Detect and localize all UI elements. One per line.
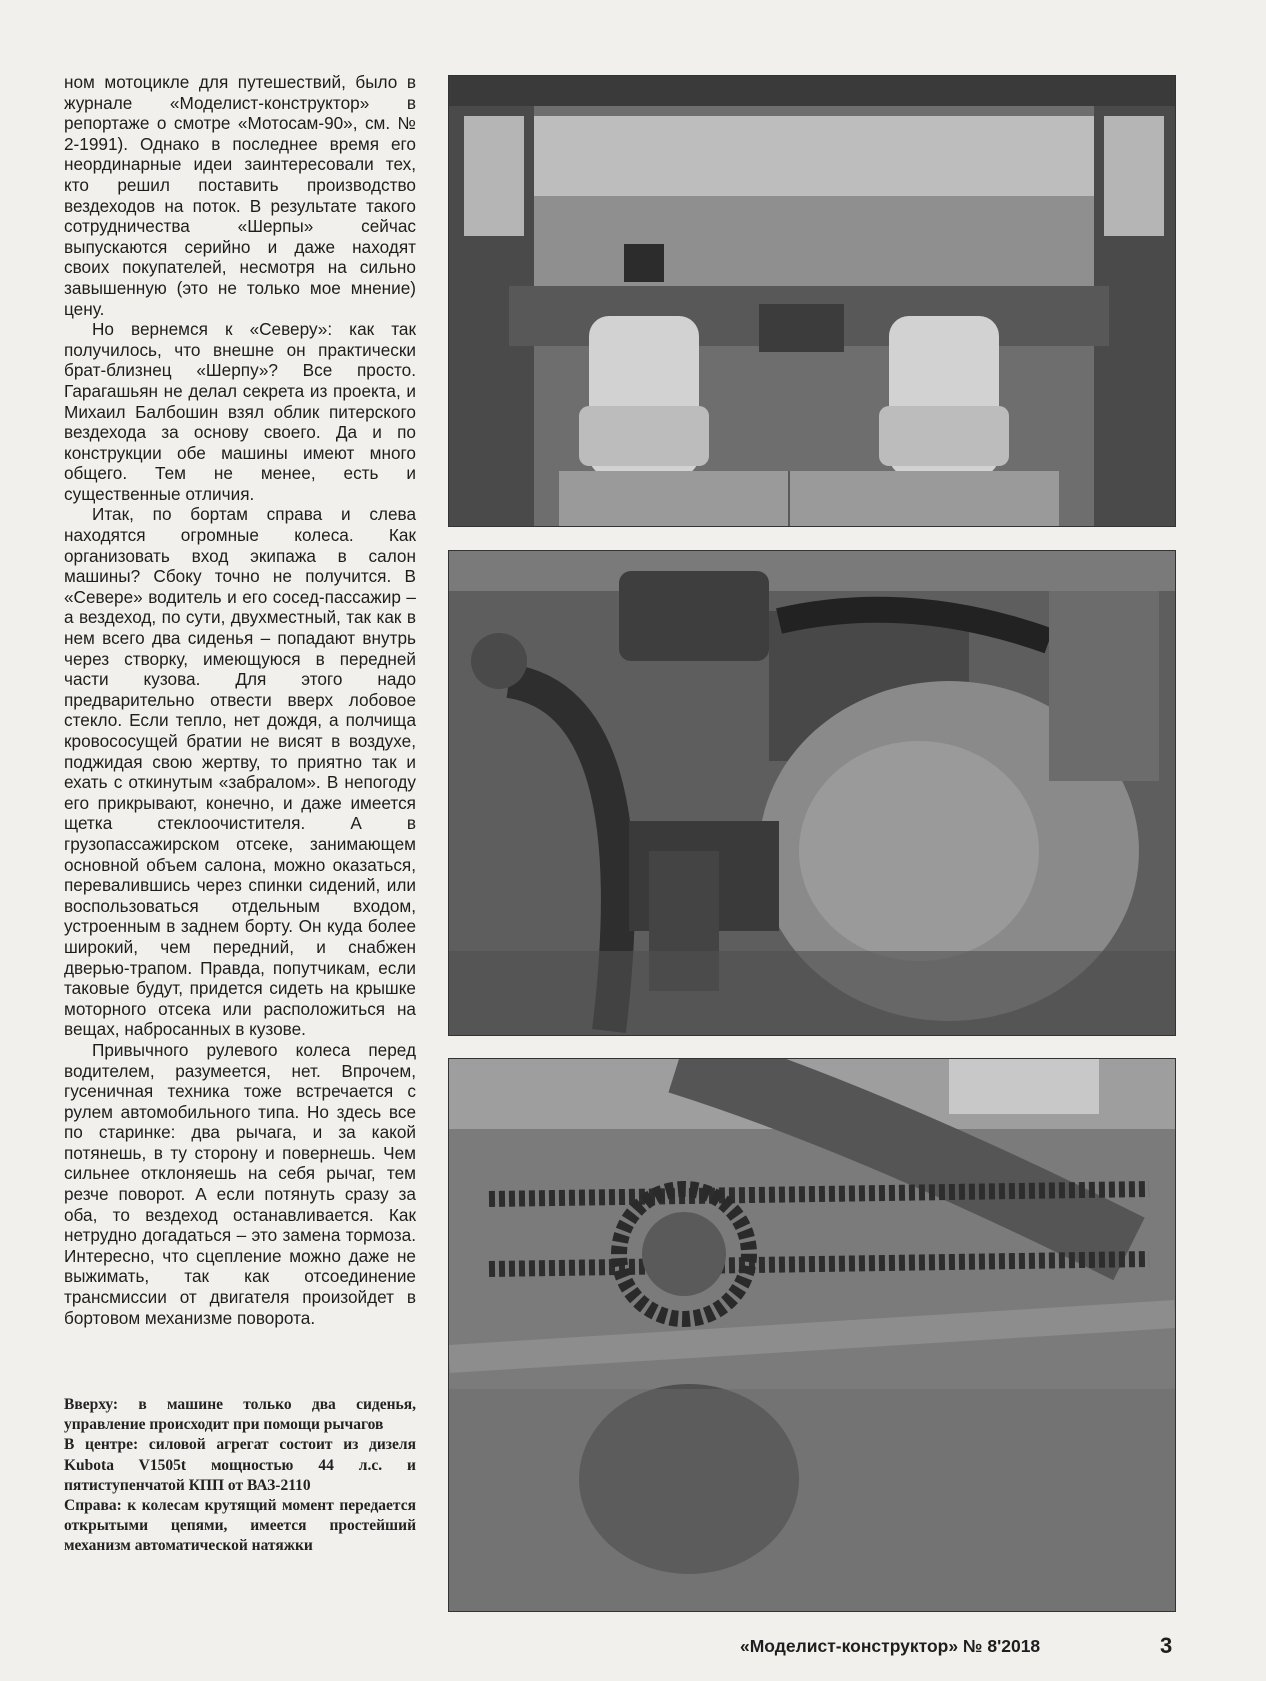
paragraph: Итак, по бортам справа и слева находятся огромные колеса. Как организовать вход экипажа в салон машины? Сбоку точно не получится. В «Севере» водитель и его сосед-пассажир – а вездеход, по сути, двухместный, так как в нем всего два сиденья – попадают внутрь через створку, имеющуюся в передней части кузова. Для этого надо предварительно отвести вверх лобовое стекло. Если тепло, нет дождя, а полчища кровососущей братии не висят в воздухе, поджидая свою жертву, то приятно так и ехать с откинутым «забралом». В непогоду его прикрывают, конечно, и даже имеется щетка стеклоочистителя. А в грузопассажирском отсеке, занимающем основной объем салона, можно оказаться, перевалившись через спинки сидений, или воспользоваться отдельным входом, устроенным в заднем борту. Он куда более широкий, чем передний, и снабжен дверью-трапом. Правда, попутчикам, если таковые будут, придется сидеть на крышке моторного отсека или расположиться на вещах, набросанных в кузове.	[64, 504, 416, 1040]
article-body	[64, 72, 416, 1328]
photo-cabin-interior	[448, 75, 1176, 527]
photo-drive-chains	[448, 1058, 1176, 1612]
magazine-footer: «Моделист-конструктор» № 8'2018	[740, 1636, 1041, 1656]
caption-center: В центре: силовой агрегат состоит из дизеля Kubota V1505t мощностью 44 л.с. и пятиступенчатой КПП от ВАЗ-2110	[64, 1436, 416, 1494]
paragraph: Привычного рулевого колеса перед водителем, разумеется, нет. Впрочем, гусеничная техника тоже встречается с рулем автомобильного типа. Но здесь все по старинке: два рычага, и за какой потянешь, в ту сторону и повернешь. Чем сильнее отклоняешь на себя рычаг, тем резче поворот. А если потянуть сразу за оба, то вездеход останавливается. Как нетрудно догадаться – это замена тормоза. Интересно, что сцепление можно даже не выжимать, так как отсоединение трансмиссии от двигателя произойдет в бортовом механизме поворота.	[64, 1039, 416, 1328]
caption-top: Вверху: в машине только два сиденья, управление происходит при помощи рычагов	[64, 1396, 416, 1434]
paragraph: Но вернемся к «Северу»: как так получилось, что внешне он практически брат-близнец «Шерпу»? Все просто. Гарагашьян не делал секрета из проекта, и Михаил Балбошин взял облик питерского вездехода за основу своего. Да и по конструкции обе машины имеют много общего. Тем не менее, есть и существенные отличия.	[64, 319, 416, 504]
photo-engine-bay	[448, 550, 1176, 1036]
photo-captions	[64, 1395, 416, 1557]
caption-right: Справа: к колесам крутящий момент передается открытыми цепями, имеется простейший механизм автоматической натяжки	[64, 1497, 416, 1555]
paragraph: ном мотоцикле для путешествий, было в журнале «Моделист-конструктор» в репортаже о смотре «Мотосам-90», см. № 2-1991). Однако в последнее время его неординарные идеи заинтересовали тех, кто решил поставить производство вездеходов на поток. В результате такого сотрудничества «Шерпы» сейчас выпускаются серийно и даже находят своих покупателей, несмотря на сильно завышенную (это не только мое мнение) цену.	[64, 72, 416, 319]
page-number: 3	[1160, 1633, 1173, 1658]
